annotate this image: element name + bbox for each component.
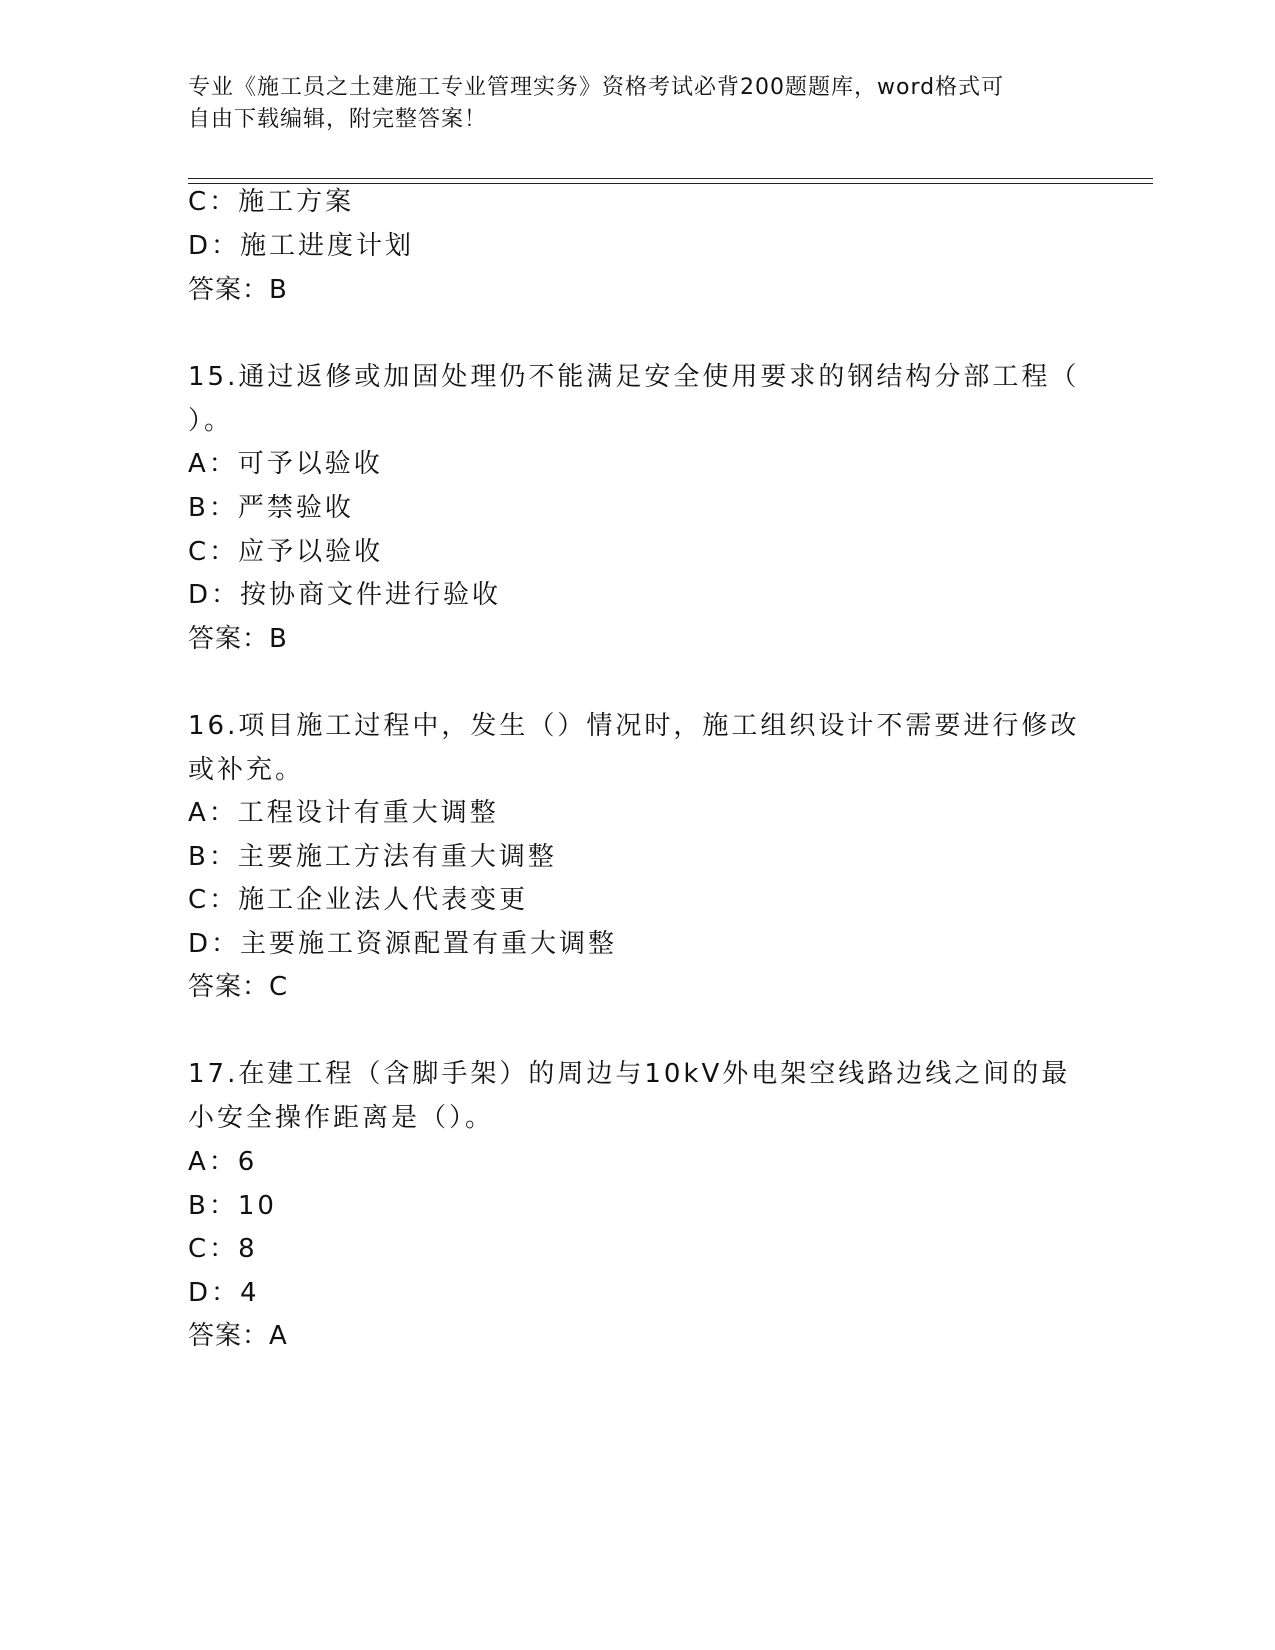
- question-15-option-c: C：应予以验收: [188, 537, 384, 567]
- question-16-option-b: B：主要施工方法有重大调整: [188, 842, 557, 872]
- question-17-option-c: C：8: [188, 1234, 258, 1264]
- header-divider-bottom: [188, 183, 1153, 184]
- prev-answer: 答案：B: [188, 275, 288, 305]
- prev-option-d: D：施工进度计划: [188, 231, 415, 261]
- question-15-option-b: B：严禁验收: [188, 493, 354, 523]
- question-17-stem-line-2: 小安全操作距离是（）。: [188, 1103, 495, 1133]
- question-15-stem-line-1: 15.通过返修或加固处理仍不能满足安全使用要求的钢结构分部工程（: [188, 362, 1080, 392]
- question-15-option-d: D：按协商文件进行验收: [188, 580, 502, 610]
- question-17-stem-line-1: 17.在建工程（含脚手架）的周边与10kV外电架空线路边线之间的最: [188, 1059, 1071, 1089]
- question-16-option-a: A：工程设计有重大调整: [188, 798, 499, 828]
- question-16-stem-line-2: 或补充。: [188, 755, 305, 785]
- header-line-1: 专业《施工员之土建施工专业管理实务》资格考试必背200题题库，word格式可: [188, 75, 1005, 100]
- prev-option-c: C：施工方案: [188, 187, 355, 217]
- question-17-option-b: B：10: [188, 1191, 277, 1221]
- question-17-option-a: A：6: [188, 1147, 258, 1177]
- question-15-option-a: A：可予以验收: [188, 449, 383, 479]
- question-16-option-c: C：施工企业法人代表变更: [188, 885, 529, 915]
- question-16-option-d: D：主要施工资源配置有重大调整: [188, 929, 618, 959]
- header-divider-top: [188, 178, 1153, 179]
- question-17-answer: 答案：A: [188, 1321, 288, 1351]
- question-15-answer: 答案：B: [188, 624, 288, 654]
- question-15-stem-line-2: ）。: [188, 406, 234, 436]
- header-line-2: 自由下载编辑，附完整答案！: [188, 107, 488, 132]
- question-16-stem-line-1: 16.项目施工过程中，发生（）情况时，施工组织设计不需要进行修改: [188, 711, 1080, 741]
- question-16-answer: 答案：C: [188, 972, 289, 1002]
- document-header: [188, 72, 1088, 136]
- question-17-option-d: D：4: [188, 1278, 260, 1308]
